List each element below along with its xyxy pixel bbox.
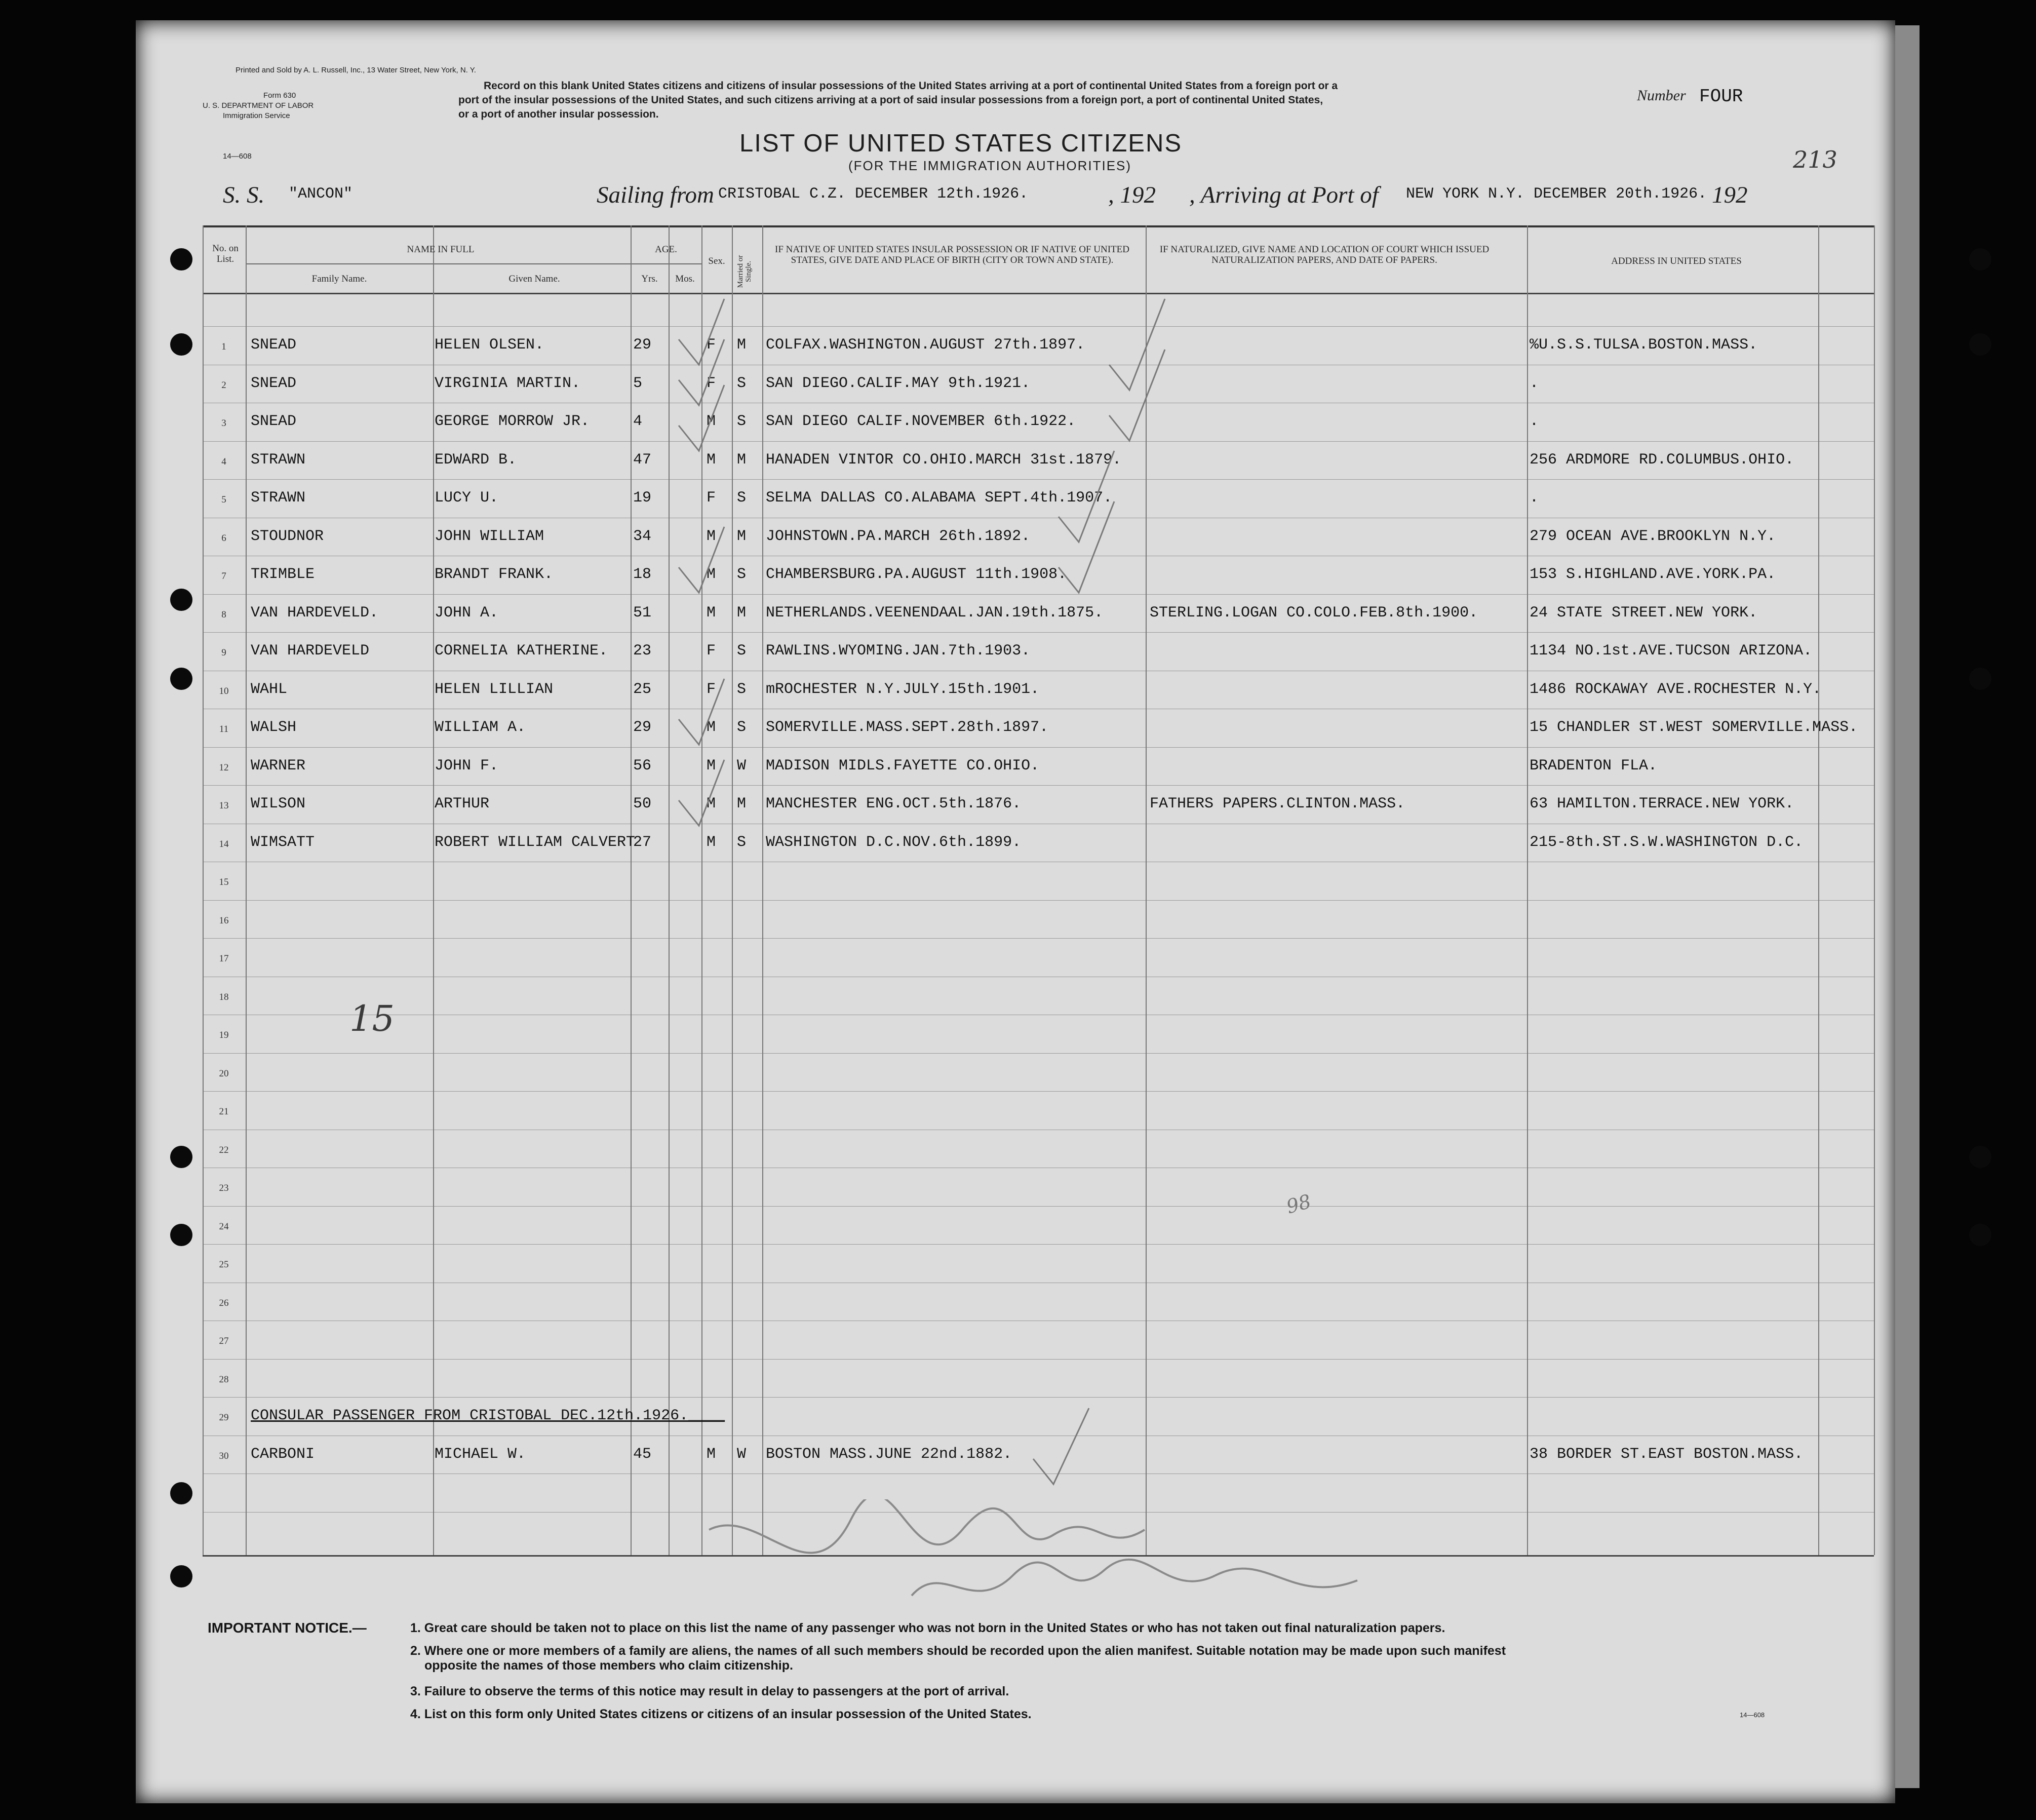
cell-ms: S (737, 566, 747, 583)
cell-birth: mROCHESTER N.Y.JULY.15th.1901. (766, 681, 1040, 698)
table-top-rule (203, 225, 1874, 227)
cell-sex: M (707, 413, 716, 430)
column-rule (1818, 225, 1819, 1555)
punch-hole-icon (170, 668, 192, 690)
cell-sex: M (707, 604, 716, 622)
header-subrule (246, 263, 701, 264)
cell-yrs: 51 (633, 604, 652, 622)
cell-birth: RAWLINS.WYOMING.JAN.7th.1903. (766, 642, 1031, 660)
cell-addr: 38 BORDER ST.EAST BOSTON.MASS. (1530, 1446, 1804, 1463)
cell-ms: S (737, 489, 747, 507)
row-number: 21 (219, 1106, 229, 1117)
cell-sex: F (707, 375, 716, 392)
arriving-label: , Arriving at Port of (1189, 182, 1379, 208)
cell-ms: M (737, 795, 747, 812)
punch-hole-icon (170, 248, 192, 270)
cell-given: JOHN A. (435, 604, 499, 622)
number-value: FOUR (1699, 86, 1743, 107)
row-number: 13 (219, 800, 229, 811)
row-number: 17 (219, 953, 229, 964)
cell-nat: STERLING.LOGAN CO.COLO.FEB.8th.1900. (1150, 604, 1478, 622)
record-notice-line-3: or a port of another insular possession. (458, 108, 659, 120)
cell-sex: M (707, 719, 716, 736)
cell-birth: NETHERLANDS.VEENENDAAL.JAN.19th.1875. (766, 604, 1104, 622)
cell-ms: S (737, 834, 747, 851)
form-code: 14—608 (223, 152, 252, 161)
cell-birth: MADISON MIDLS.FAYETTE CO.OHIO. (766, 757, 1040, 775)
cell-sex: M (707, 834, 716, 851)
cell-birth: WASHINGTON D.C.NOV.6th.1899. (766, 834, 1022, 851)
cell-given: HELEN LILLIAN (435, 681, 554, 698)
cell-given: LUCY U. (435, 489, 499, 507)
footer-code: 14—608 (1740, 1711, 1765, 1719)
year-suffix-2: 192 (1712, 182, 1748, 208)
cell-addr: 1134 NO.1st.AVE.TUCSON ARIZONA. (1530, 642, 1813, 660)
header-age: AGE. (655, 244, 677, 255)
cell-birth: CHAMBERSBURG.PA.AUGUST 11th.1908. (766, 566, 1067, 583)
row-number: 16 (219, 915, 229, 926)
cell-given: ROBERT WILLIAM CALVERT (435, 834, 636, 851)
cell-family: SNEAD (251, 336, 297, 354)
notice-item-1: 1. Great care should be taken not to place on this list the name of any passenger who was not born in the United States or who has not taken out final naturalization papers. (410, 1621, 1445, 1635)
cell-given: HELEN OLSEN. (435, 336, 544, 354)
page-title: LIST OF UNITED STATES CITIZENS (739, 130, 1183, 157)
row-number: 18 (219, 992, 229, 1002)
notice-item-4: 4. List on this form only United States citizens or citizens of an insular possession of the United States. (410, 1707, 1032, 1721)
cell-yrs: 34 (633, 528, 652, 545)
row-number: 27 (219, 1336, 229, 1346)
cell-family: WALSH (251, 719, 297, 736)
column-rule (433, 225, 434, 1555)
cell-yrs: 25 (633, 681, 652, 698)
cell-family: WARNER (251, 757, 306, 775)
row-number: 26 (219, 1298, 229, 1308)
row-number: 30 (219, 1451, 229, 1461)
row-number: 25 (219, 1259, 229, 1270)
cell-sex: M (707, 451, 716, 469)
punch-hole-icon (1969, 333, 1991, 356)
cell-addr: 24 STATE STREET.NEW YORK. (1530, 604, 1758, 622)
cell-family: SNEAD (251, 413, 297, 430)
header-no: No. on List. (212, 243, 239, 264)
cell-yrs: 29 (633, 719, 652, 736)
record-notice-line-1: Record on this blank United States citizens and citizens of insular possessions of the United States arriving at a port of continental United States from a foreign port or a (484, 80, 1338, 92)
notice-item-2-continued: opposite the names of those members who claim citizenship. (424, 1658, 793, 1673)
header-naturalized: IF NATURALIZED, GIVE NAME AND LOCATION OF COURT WHICH ISSUED NATURALIZATION PAPERS, AND DATE OF PAPERS. (1159, 244, 1490, 265)
row-number: 9 (221, 647, 226, 658)
cell-sex: M (707, 566, 716, 583)
cell-family: WILSON (251, 795, 306, 812)
cell-yrs: 29 (633, 336, 652, 354)
punch-hole-icon (170, 333, 192, 356)
notice-item-2: 2. Where one or more members of a family are aliens, the names of all such members should be recorded upon the alien manifest. Suitable notation may be made upon such manifest (410, 1644, 1506, 1658)
check-marks (603, 284, 1210, 1651)
sailing-from: CRISTOBAL C.Z. DECEMBER 12th.1926. (718, 185, 1029, 203)
cell-yrs: 47 (633, 451, 652, 469)
header-yrs: Yrs. (641, 274, 658, 284)
signature-scribble (658, 1499, 1469, 1626)
record-notice-line-2: port of the insular possessions of the United States, and such citizens arriving at a port of said insular possessions from a foreign port, a port of continental United States, (458, 94, 1323, 106)
cell-addr: . (1530, 375, 1539, 392)
cell-sex: F (707, 489, 716, 507)
cell-given: CORNELIA KATHERINE. (435, 642, 608, 660)
row-number: 5 (221, 494, 226, 505)
row-number: 20 (219, 1068, 229, 1079)
row-number: 3 (221, 418, 226, 429)
cell-addr: 279 OCEAN AVE.BROOKLYN N.Y. (1530, 528, 1776, 545)
cell-addr: 15 CHANDLER ST.WEST SOMERVILLE.MASS. (1530, 719, 1858, 736)
cell-addr: 153 S.HIGHLAND.AVE.YORK.PA. (1530, 566, 1776, 583)
cell-yrs: 4 (633, 413, 643, 430)
cell-birth: JOHNSTOWN.PA.MARCH 26th.1892. (766, 528, 1031, 545)
cell-family: STRAWN (251, 489, 306, 507)
row-number: 24 (219, 1221, 229, 1232)
cell-yrs: 50 (633, 795, 652, 812)
cell-given: GEORGE MORROW JR. (435, 413, 590, 430)
column-rule (1874, 225, 1875, 1555)
cell-family: STRAWN (251, 451, 306, 469)
cell-ms: S (737, 681, 747, 698)
row-number: 8 (221, 609, 226, 620)
row-number: 10 (219, 686, 229, 696)
cell-family: WAHL (251, 681, 288, 698)
cell-birth: SELMA DALLAS CO.ALABAMA SEPT.4th.1907. (766, 489, 1113, 507)
cell-sex: M (707, 1446, 716, 1463)
notice-title: IMPORTANT NOTICE.— (208, 1620, 367, 1636)
cell-family: SNEAD (251, 375, 297, 392)
header-address: ADDRESS IN UNITED STATES (1611, 256, 1742, 266)
punch-hole-icon (170, 589, 192, 611)
punch-hole-icon (1969, 1146, 1991, 1168)
handwritten-count: 15 (349, 998, 395, 1039)
cell-ms: M (737, 528, 747, 545)
cell-addr: . (1530, 489, 1539, 507)
ss-label: S. S. (223, 182, 265, 208)
cell-addr: 1486 ROCKAWAY AVE.ROCHESTER N.Y. (1530, 681, 1822, 698)
row-number: 6 (221, 533, 226, 544)
cell-yrs: 45 (633, 1446, 652, 1463)
cell-ms: M (737, 451, 747, 469)
cell-addr: 256 ARDMORE RD.COLUMBUS.OHIO. (1530, 451, 1794, 469)
row-number: 28 (219, 1374, 229, 1385)
punch-hole-icon (170, 1224, 192, 1246)
cell-given: WILLIAM A. (435, 719, 526, 736)
cell-family: TRIMBLE (251, 566, 315, 583)
header-sex: Sex. (708, 256, 725, 266)
cell-birth: SOMERVILLE.MASS.SEPT.28th.1897. (766, 719, 1049, 736)
cell-addr: . (1530, 413, 1539, 430)
cell-given: EDWARD B. (435, 451, 517, 469)
cell-ms: M (737, 604, 747, 622)
cell-family: WIMSATT (251, 834, 315, 851)
punch-hole-icon (170, 1146, 192, 1168)
cell-ms: S (737, 413, 747, 430)
cell-birth: MANCHESTER ENG.OCT.5th.1876. (766, 795, 1022, 812)
cell-given: VIRGINIA MARTIN. (435, 375, 581, 392)
cell-birth: BOSTON MASS.JUNE 22nd.1882. (766, 1446, 1012, 1463)
number-label: Number (1637, 87, 1686, 104)
cell-birth: HANADEN VINTOR CO.OHIO.MARCH 31st.1879. (766, 451, 1122, 469)
row-number: 7 (221, 571, 226, 582)
header-name-in-full: NAME IN FULL (407, 244, 475, 255)
service-label: Immigration Service (223, 111, 290, 120)
cell-birth: COLFAX.WASHINGTON.AUGUST 27th.1897. (766, 336, 1085, 354)
handwritten-mark: 98 (1284, 1190, 1314, 1218)
arriving-port: NEW YORK N.Y. DECEMBER 20th.1926. (1406, 185, 1707, 203)
cell-addr: 215-8th.ST.S.W.WASHINGTON D.C. (1530, 834, 1804, 851)
page-subtitle: (FOR THE IMMIGRATION AUTHORITIES) (848, 158, 1132, 173)
row-number: 29 (219, 1412, 229, 1423)
cell-given: JOHN F. (435, 757, 499, 775)
cell-yrs: 19 (633, 489, 652, 507)
cell-addr: 63 HAMILTON.TERRACE.NEW YORK. (1530, 795, 1794, 812)
cell-yrs: 5 (633, 375, 643, 392)
cell-ms: W (737, 757, 747, 775)
consular-passenger-note: CONSULAR PASSENGER FROM CRISTOBAL DEC.12th.1926.____ (251, 1407, 725, 1424)
year-suffix-1: , 192 (1108, 182, 1156, 208)
cell-sex: M (707, 795, 716, 812)
punch-hole-icon (170, 1565, 192, 1587)
row-number: 1 (221, 341, 226, 352)
cell-birth: SAN DIEGO.CALIF.MAY 9th.1921. (766, 375, 1031, 392)
row-number: 14 (219, 839, 229, 849)
punch-hole-icon (1969, 248, 1991, 270)
cell-given: ARTHUR (435, 795, 490, 812)
column-rule (203, 225, 204, 1555)
cell-given: JOHN WILLIAM (435, 528, 544, 545)
punch-hole-icon (1969, 1224, 1991, 1246)
cell-given: MICHAEL W. (435, 1446, 526, 1463)
cell-yrs: 27 (633, 834, 652, 851)
header-given-name: Given Name. (508, 274, 560, 284)
cell-sex: F (707, 642, 716, 660)
cell-sex: F (707, 681, 716, 698)
cell-given: BRANDT FRANK. (435, 566, 554, 583)
header-family-name: Family Name. (311, 274, 367, 284)
form-label: Form 630 (263, 91, 296, 100)
cell-yrs: 56 (633, 757, 652, 775)
header-married: Married or Single. (736, 255, 753, 288)
cell-yrs: 18 (633, 566, 652, 583)
header-mos: Mos. (675, 274, 695, 284)
cell-sex: M (707, 757, 716, 775)
cell-addr: %U.S.S.TULSA.BOSTON.MASS. (1530, 336, 1758, 354)
punch-hole-icon (1969, 668, 1991, 690)
header-native: IF NATIVE OF UNITED STATES INSULAR POSSESSION OR IF NATIVE OF UNITED STATES, GIVE DATE AND PLACE OF BIRTH (CITY OR TOWN AND STATE). (775, 244, 1129, 265)
cell-sex: F (707, 336, 716, 354)
row-number: 19 (219, 1030, 229, 1040)
cell-family: STOUDNOR (251, 528, 324, 545)
row-number: 4 (221, 456, 226, 467)
cell-ms: S (737, 642, 747, 660)
cell-family: VAN HARDEVELD (251, 642, 370, 660)
cell-ms: W (737, 1446, 747, 1463)
row-number: 2 (221, 380, 226, 391)
cell-nat: FATHERS PAPERS.CLINTON.MASS. (1150, 795, 1405, 812)
ship-name: "ANCON" (289, 185, 353, 203)
cell-family: CARBONI (251, 1446, 315, 1463)
cell-ms: M (737, 336, 747, 354)
cell-sex: M (707, 528, 716, 545)
row-number: 12 (219, 762, 229, 773)
cell-yrs: 23 (633, 642, 652, 660)
notice-item-3: 3. Failure to observe the terms of this notice may result in delay to passengers at the port of arrival. (410, 1684, 1009, 1698)
column-rule (246, 225, 247, 1555)
cell-ms: S (737, 375, 747, 392)
row-number: 23 (219, 1183, 229, 1193)
row-number: 15 (219, 877, 229, 887)
sailing-label: Sailing from (597, 182, 714, 208)
cell-ms: S (737, 719, 747, 736)
punch-hole-icon (170, 1482, 192, 1504)
department-label: U. S. DEPARTMENT OF LABOR (203, 101, 314, 110)
row-number: 22 (219, 1145, 229, 1155)
cell-family: VAN HARDEVELD. (251, 604, 379, 622)
page-number: 213 (1793, 146, 1837, 173)
cell-addr: BRADENTON FLA. (1530, 757, 1658, 775)
row-number: 11 (219, 724, 229, 734)
printer-line: Printed and Sold by A. L. Russell, Inc., 13 Water Street, New York, N. Y. (236, 66, 476, 74)
cell-birth: SAN DIEGO CALIF.NOVEMBER 6th.1922. (766, 413, 1076, 430)
column-rule (1527, 225, 1528, 1555)
